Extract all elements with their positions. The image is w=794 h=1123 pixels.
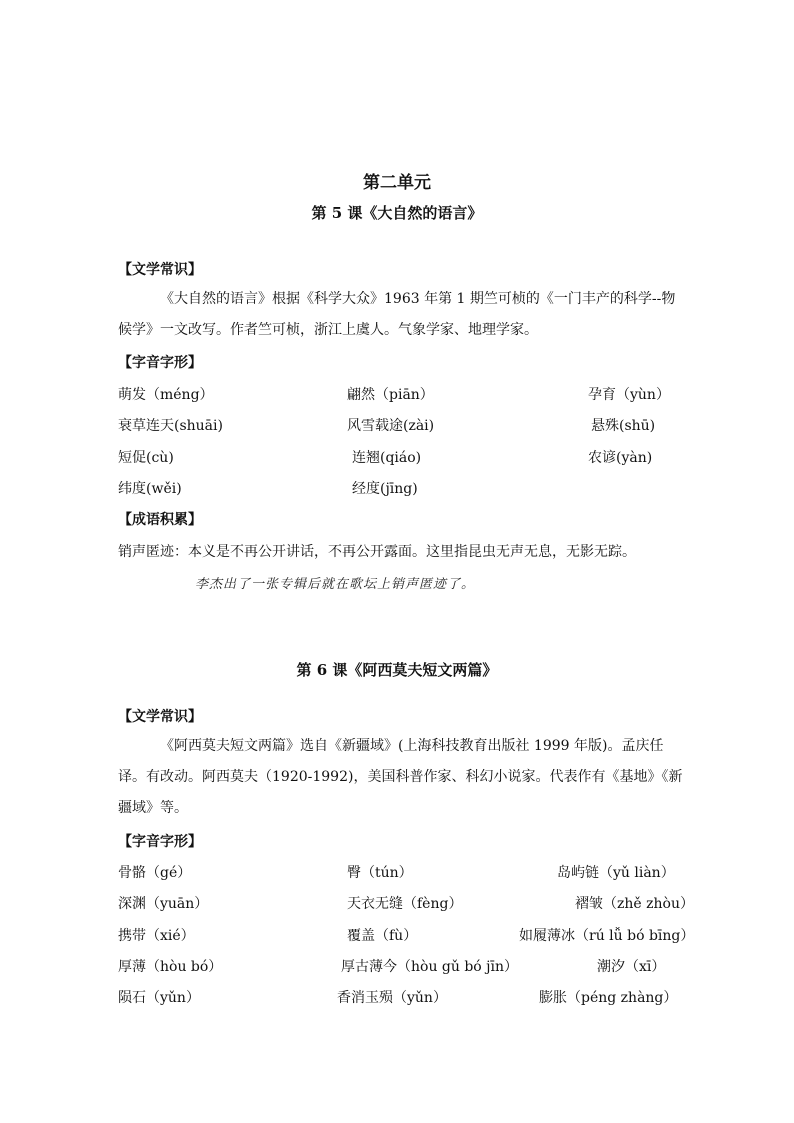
lesson-6-char-r1-c2: 臀（tún） xyxy=(347,865,413,881)
lesson-6-literature-label: 【文学常识】 xyxy=(118,709,202,725)
lesson-5-char-r1-c3: 孕育（yùn） xyxy=(588,387,670,403)
lesson-6-char-r2-c1: 深渊（yuān） xyxy=(118,896,209,912)
lesson-5-char-r4-c2: 经度(jīng) xyxy=(352,481,418,497)
lesson-6-literature-paragraph xyxy=(118,731,688,824)
lesson-6-char-r4-c2: 厚古薄今（hòu gǔ bó jīn） xyxy=(341,959,519,975)
lesson-5-char-r3-c3: 农谚(yàn) xyxy=(588,450,653,466)
lesson-5-title: 第 5 课《大自然的语言》 xyxy=(311,204,483,222)
lesson-6-char-r3-c1: 携带（xié） xyxy=(118,928,195,944)
lesson-6-char-r1-c3: 岛屿链（yǔ liàn） xyxy=(557,865,675,881)
lesson-6-char-r5-c2: 香消玉殒（yǔn） xyxy=(337,990,447,1006)
lesson-6-char-r2-c3: 褶皱（zhě zhòu） xyxy=(575,896,694,912)
lesson-6-char-r5-c3: 膨胀（péng zhàng） xyxy=(539,990,678,1006)
lesson-6-char-r4-c1: 厚薄（hòu bó） xyxy=(118,959,223,975)
lesson-5-char-r2-c3: 悬殊(shū) xyxy=(591,418,656,434)
lesson-6-char-r3-c2: 覆盖（fù） xyxy=(347,928,418,944)
lesson-6-title: 第 6 课《阿西莫夫短文两篇》 xyxy=(296,661,498,679)
lesson-5-literature-text: 《大自然的语言》根据《科学大众》1963 年第 1 期竺可桢的《一门丰产的科学--物候学》一文改写。作者竺可桢，浙江上虞人。气象学家、地理学家。 xyxy=(118,291,676,338)
lesson-6-characters-label: 【字音字形】 xyxy=(118,834,202,850)
handwritten-example-sentence: 李杰出了一张专辑后就在歌坛上销声匿迹了。 xyxy=(195,577,476,592)
lesson-6-char-r5-c1: 陨石（yǔn） xyxy=(118,990,200,1006)
lesson-5-idioms-label: 【成语积累】 xyxy=(118,512,202,528)
lesson-6-char-r4-c3: 潮汐（xī） xyxy=(597,959,666,975)
lesson-5-char-r3-c1: 短促(cù) xyxy=(118,450,174,466)
lesson-6-char-r3-c3: 如履薄冰（rú lǚ bó bīng） xyxy=(519,928,695,944)
lesson-5-char-r2-c2: 风雪载途(zài) xyxy=(347,418,435,434)
lesson-5-char-r1-c2: 翩然（piān） xyxy=(347,387,434,403)
lesson-5-literature-paragraph xyxy=(118,284,688,346)
lesson-5-literature-label: 【文学常识】 xyxy=(118,262,202,278)
lesson-5-idiom-text: 销声匿迹：本义是不再公开讲话，不再公开露面。这里指昆虫无声无息，无影无踪。 xyxy=(118,544,636,560)
lesson-5-char-r1-c1: 萌发（méng） xyxy=(118,387,214,403)
lesson-5-char-r3-c2: 连翘(qiáo) xyxy=(352,450,422,466)
lesson-6-char-r1-c1: 骨骼（gé） xyxy=(118,865,192,881)
unit-title: 第二单元 xyxy=(363,173,431,193)
lesson-5-characters-label: 【字音字形】 xyxy=(118,355,202,371)
lesson-5-char-r2-c1: 衰草连天(shuāi) xyxy=(118,418,223,434)
lesson-6-literature-text: 《阿西莫夫短文两篇》选自《新疆域》(上海科技教育出版社 1999 年版)。孟庆任译。有改动。阿西莫夫（1920-1992)，美国科普作家、科幻小说家。代表作有《基地》《新疆域》等。 xyxy=(118,738,683,816)
lesson-5-char-r4-c1: 纬度(wěi) xyxy=(118,481,182,497)
lesson-6-char-r2-c2: 天衣无缝（fèng） xyxy=(347,896,463,912)
